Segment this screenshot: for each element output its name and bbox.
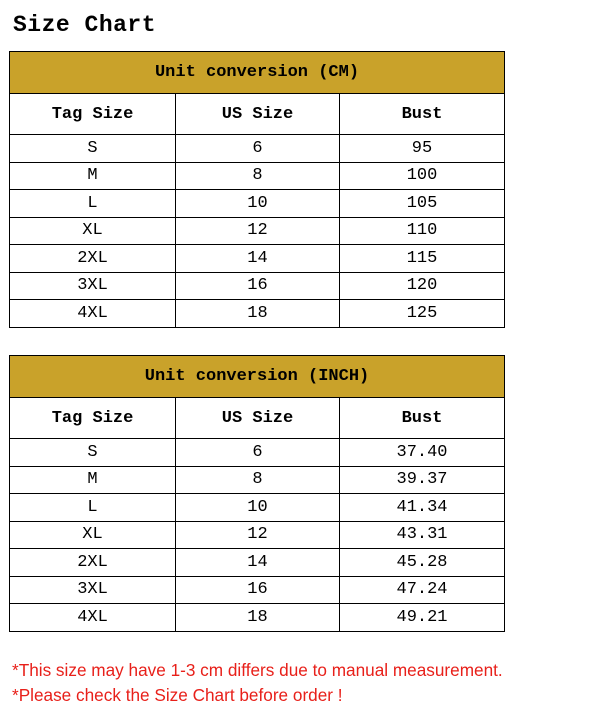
us-size-cell: 10 — [176, 494, 340, 522]
bust-cell: 39.37 — [340, 466, 505, 494]
size-table-cm — [9, 51, 505, 328]
us-size-cell: 12 — [176, 217, 340, 245]
us-size-cell: 16 — [176, 272, 340, 300]
tag-size-cell: L — [10, 190, 176, 218]
table-row — [10, 576, 505, 604]
tag-size-cell: XL — [10, 521, 176, 549]
unit-header: Unit conversion (INCH) — [10, 356, 505, 398]
table-row — [10, 245, 505, 273]
bust-cell: 120 — [340, 272, 505, 300]
us-size-cell: 18 — [176, 300, 340, 328]
tag-size-cell: 2XL — [10, 245, 176, 273]
tag-size-cell: S — [10, 135, 176, 163]
tag-size-cell: 2XL — [10, 549, 176, 577]
us-size-cell: 16 — [176, 576, 340, 604]
bust-cell: 125 — [340, 300, 505, 328]
table-row — [10, 190, 505, 218]
tag-size-cell: M — [10, 162, 176, 190]
bust-cell: 95 — [340, 135, 505, 163]
column-header-tag-size: Tag Size — [10, 94, 176, 135]
table-row — [10, 272, 505, 300]
column-header-bust: Bust — [340, 398, 505, 439]
us-size-cell: 8 — [176, 162, 340, 190]
column-header-bust: Bust — [340, 94, 505, 135]
us-size-cell: 10 — [176, 190, 340, 218]
bust-cell: 41.34 — [340, 494, 505, 522]
tag-size-cell: 4XL — [10, 300, 176, 328]
bust-cell: 105 — [340, 190, 505, 218]
unit-header: Unit conversion (CM) — [10, 52, 505, 94]
bust-cell: 115 — [340, 245, 505, 273]
tag-size-cell: 4XL — [10, 604, 176, 632]
table-row — [10, 135, 505, 163]
tag-size-cell: L — [10, 494, 176, 522]
bust-cell: 43.31 — [340, 521, 505, 549]
measurement-note: *This size may have 1-3 cm differs due to manual measurement. — [12, 660, 503, 680]
table-row — [10, 521, 505, 549]
table-row — [10, 549, 505, 577]
us-size-cell: 6 — [176, 135, 340, 163]
table-row — [10, 217, 505, 245]
page-title: Size Chart — [13, 12, 157, 38]
us-size-cell: 8 — [176, 466, 340, 494]
us-size-cell: 14 — [176, 245, 340, 273]
table-row — [10, 439, 505, 467]
us-size-cell: 18 — [176, 604, 340, 632]
column-header-tag-size: Tag Size — [10, 398, 176, 439]
tag-size-cell: M — [10, 466, 176, 494]
bust-cell: 100 — [340, 162, 505, 190]
column-header-us-size: US Size — [176, 398, 340, 439]
us-size-cell: 6 — [176, 439, 340, 467]
bust-cell: 45.28 — [340, 549, 505, 577]
column-header-us-size: US Size — [176, 94, 340, 135]
tag-size-cell: XL — [10, 217, 176, 245]
table-row — [10, 604, 505, 632]
us-size-cell: 14 — [176, 549, 340, 577]
check-chart-note: *Please check the Size Chart before order ! — [12, 685, 343, 705]
size-table-inch — [9, 355, 505, 632]
size-notes — [12, 658, 503, 708]
table-row — [10, 162, 505, 190]
table-row — [10, 300, 505, 328]
tag-size-cell: 3XL — [10, 272, 176, 300]
bust-cell: 110 — [340, 217, 505, 245]
us-size-cell: 12 — [176, 521, 340, 549]
bust-cell: 49.21 — [340, 604, 505, 632]
bust-cell: 37.40 — [340, 439, 505, 467]
tag-size-cell: 3XL — [10, 576, 176, 604]
bust-cell: 47.24 — [340, 576, 505, 604]
tag-size-cell: S — [10, 439, 176, 467]
table-row — [10, 466, 505, 494]
table-row — [10, 494, 505, 522]
